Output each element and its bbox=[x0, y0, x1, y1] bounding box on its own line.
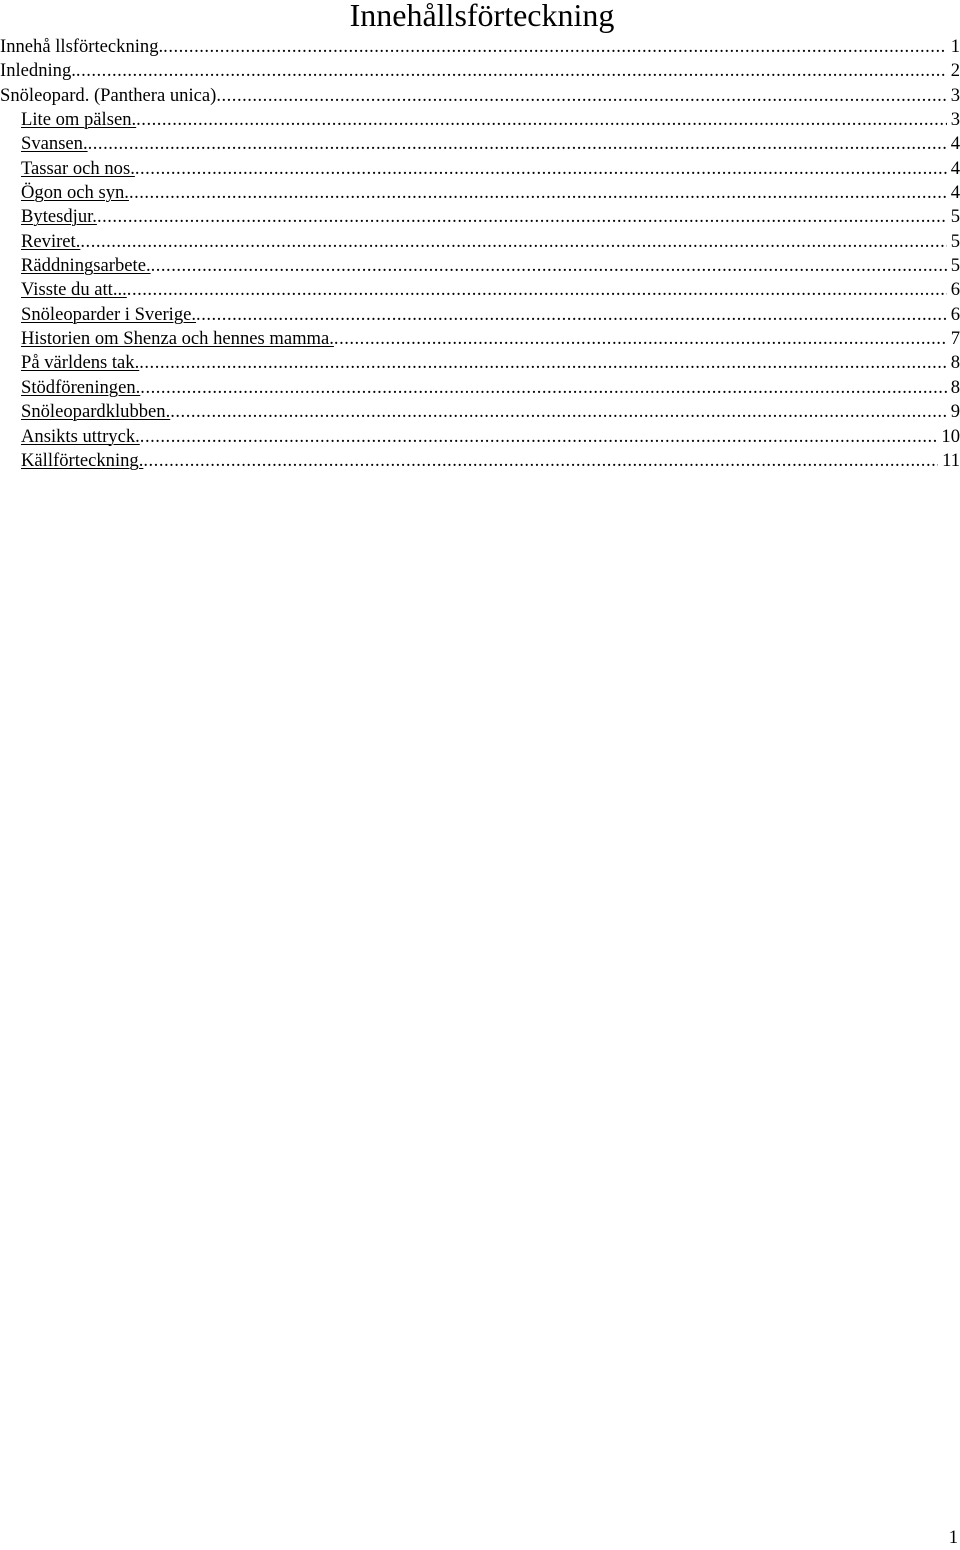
toc-entry-inledning[interactable] bbox=[0, 59, 960, 83]
toc-entry-svansen[interactable] bbox=[0, 132, 960, 156]
toc-dot-leader bbox=[163, 35, 947, 59]
toc-dot-leader bbox=[140, 425, 938, 449]
toc-dot-leader bbox=[216, 84, 946, 108]
toc-dot-leader bbox=[80, 230, 946, 254]
toc-entry-snoleopard[interactable] bbox=[0, 84, 960, 108]
toc-entry-tassar-och-nos[interactable] bbox=[0, 157, 960, 181]
toc-dot-leader bbox=[334, 327, 947, 351]
toc-dot-leader bbox=[170, 400, 946, 424]
toc-entry-page: 4 bbox=[950, 157, 960, 179]
toc-entry-page: 2 bbox=[950, 60, 960, 82]
toc-entry-label: Bytesdjur. bbox=[21, 206, 97, 228]
toc-dot-leader bbox=[139, 351, 946, 375]
toc-entry-ogon-och-syn[interactable] bbox=[0, 181, 960, 205]
toc-dot-leader bbox=[140, 376, 946, 400]
toc-entry-page: 5 bbox=[950, 230, 960, 252]
toc-entry-historien-om-shenza[interactable] bbox=[0, 327, 960, 351]
toc-entry-label: Tassar och nos. bbox=[21, 157, 135, 179]
toc-dot-leader bbox=[97, 205, 947, 229]
toc-entry-reviret[interactable] bbox=[0, 230, 960, 254]
toc-entry-label: Snöleopardklubben. bbox=[21, 401, 171, 423]
toc-dot-leader bbox=[143, 449, 938, 473]
toc-entry-page: 8 bbox=[950, 376, 960, 398]
toc-entry-label: Visste du att... bbox=[21, 279, 127, 301]
toc-entry-ansikts-uttryck[interactable] bbox=[0, 425, 960, 449]
toc-entry-label: Inledning. bbox=[0, 60, 76, 82]
toc-dot-leader bbox=[127, 278, 947, 302]
page-title: Innehållsförteckning bbox=[349, 0, 615, 33]
toc-entry-stodforeningen[interactable] bbox=[0, 376, 960, 400]
toc-dot-leader bbox=[135, 157, 947, 181]
toc-entry-label: Svansen. bbox=[21, 133, 88, 155]
toc-entry-snoleoparder-i-sverige[interactable] bbox=[0, 303, 960, 327]
toc-entry-page: 5 bbox=[950, 255, 960, 277]
toc-dot-leader bbox=[136, 108, 947, 132]
toc-entry-label: Stödföreningen. bbox=[21, 376, 141, 398]
toc-dot-leader bbox=[129, 181, 947, 205]
toc-entry-label: Räddningsarbete. bbox=[21, 255, 151, 277]
table-of-contents bbox=[0, 35, 960, 473]
toc-entry-label: Snöleoparder i Sverige. bbox=[21, 303, 197, 325]
toc-dot-leader bbox=[196, 303, 947, 327]
toc-entry-label: Innehå llsförteckning. bbox=[0, 36, 164, 57]
toc-entry-page: 1 bbox=[950, 36, 960, 57]
toc-entry-page: 9 bbox=[950, 401, 960, 423]
toc-entry-visste-du-att[interactable] bbox=[0, 278, 960, 302]
toc-entry-label: Ögon och syn. bbox=[21, 182, 129, 204]
toc-entry-snoleopardklubben[interactable] bbox=[0, 400, 960, 424]
toc-entry-label: Reviret. bbox=[21, 230, 81, 252]
toc-entry-page: 10 bbox=[941, 425, 960, 447]
toc-entry-raddningsarbete[interactable] bbox=[0, 254, 960, 278]
toc-entry-page: 6 bbox=[950, 279, 960, 301]
toc-entry-page: 6 bbox=[950, 303, 960, 325]
toc-entry-innehallsforteckning[interactable] bbox=[0, 35, 960, 59]
toc-entry-page: 7 bbox=[950, 328, 960, 350]
toc-entry-page: 8 bbox=[950, 352, 960, 374]
toc-entry-label: Lite om pälsen. bbox=[21, 109, 137, 131]
toc-entry-page: 3 bbox=[950, 84, 960, 106]
toc-entry-page: 5 bbox=[950, 206, 960, 228]
toc-entry-page: 11 bbox=[942, 449, 960, 471]
toc-entry-label: Snöleopard. (Panthera unica) bbox=[0, 84, 217, 106]
toc-entry-pa-varldens-tak[interactable] bbox=[0, 351, 960, 375]
toc-entry-page: 4 bbox=[950, 182, 960, 204]
toc-dot-leader bbox=[151, 254, 947, 278]
page-number: 1 bbox=[948, 1527, 958, 1548]
toc-entry-kallforteckning[interactable] bbox=[0, 449, 960, 473]
toc-entry-label: Källförteckning. bbox=[21, 449, 144, 471]
toc-entry-lite-om-palsen[interactable] bbox=[0, 108, 960, 132]
toc-entry-label: På världens tak. bbox=[21, 352, 140, 374]
toc-entry-page: 3 bbox=[950, 109, 960, 131]
toc-entry-bytesdjur[interactable] bbox=[0, 205, 960, 229]
toc-dot-leader bbox=[76, 59, 947, 83]
toc-entry-label: Historien om Shenza och hennes mamma. bbox=[21, 328, 334, 350]
toc-dot-leader bbox=[88, 132, 947, 156]
toc-entry-label: Ansikts uttryck. bbox=[21, 425, 140, 447]
toc-entry-page: 4 bbox=[950, 133, 960, 155]
